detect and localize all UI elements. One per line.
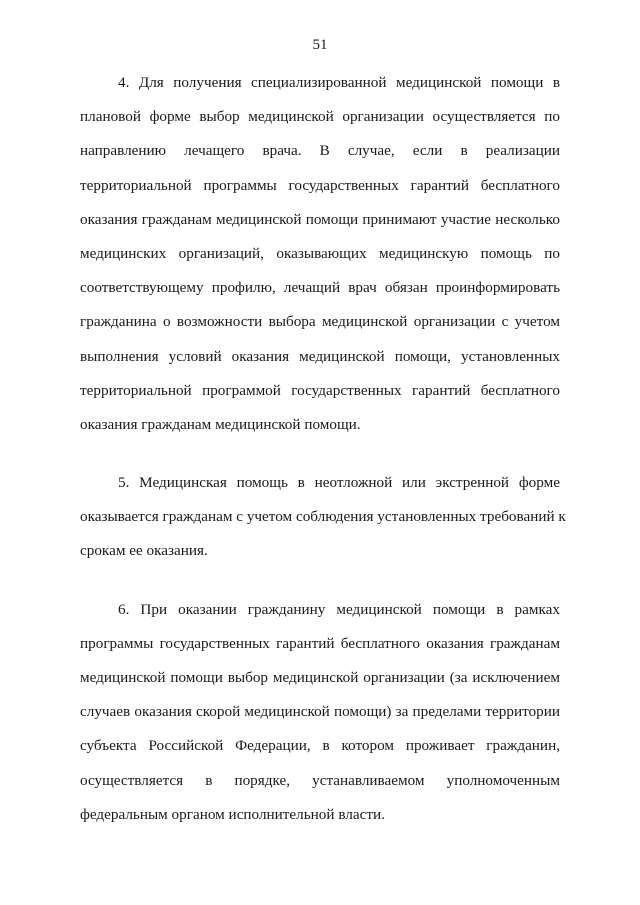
paragraph-5 [80, 466, 566, 569]
paragraph-line: выполнения условий оказания медицинской помощи, установленных [80, 347, 560, 365]
paragraph-line: территориальной программой государственных гарантий бесплатного [80, 381, 560, 399]
paragraph-line: оказания гражданам медицинской помощи принимают участие несколько [80, 210, 560, 228]
document-body [80, 66, 566, 856]
paragraph-line: осуществляется в порядке, устанавливаемом уполномоченным [80, 771, 560, 789]
page-number: 51 [312, 37, 328, 53]
paragraph-line: программы государственных гарантий бесплатного оказания гражданам [80, 634, 560, 652]
paragraph-line: случаев оказания скорой медицинской помощи) за пределами территории [80, 703, 560, 721]
paragraph-line: медицинских организаций, оказывающих медицинскую помощь по [80, 244, 560, 262]
paragraph-line: оказывается гражданам с учетом соблюдения установленных требований к [80, 508, 566, 526]
paragraph-line: оказания гражданам медицинской помощи. [80, 415, 361, 433]
paragraph-4 [80, 66, 560, 442]
paragraph-line: субъекта Российской Федерации, в котором проживает гражданин, [80, 737, 560, 755]
paragraph-line: гражданина о возможности выбора медицинской организации с учетом [80, 313, 560, 331]
paragraph-line: медицинской помощи выбор медицинской организации (за исключением [80, 669, 560, 686]
paragraph-line: федеральным органом исполнительной власти. [80, 805, 385, 823]
paragraph-line: направлению лечащего врача. В случае, если в реализации [80, 142, 560, 160]
paragraph-line: 6. При оказании гражданину медицинской помощи в рамках [118, 600, 560, 618]
paragraph-6 [80, 593, 560, 832]
paragraph-line: соответствующему профилю, лечащий врач обязан проинформировать [80, 279, 560, 297]
paragraph-line: территориальной программы государственных гарантий бесплатного [80, 176, 560, 194]
paragraph-line: 5. Медицинская помощь в неотложной или экстренной форме [118, 474, 560, 492]
paragraph-line: 4. Для получения специализированной медицинской помощи в [118, 74, 560, 91]
paragraph-line: плановой форме выбор медицинской организации осуществляется по [80, 108, 560, 126]
paragraph-line: срокам ее оказания. [80, 542, 208, 560]
